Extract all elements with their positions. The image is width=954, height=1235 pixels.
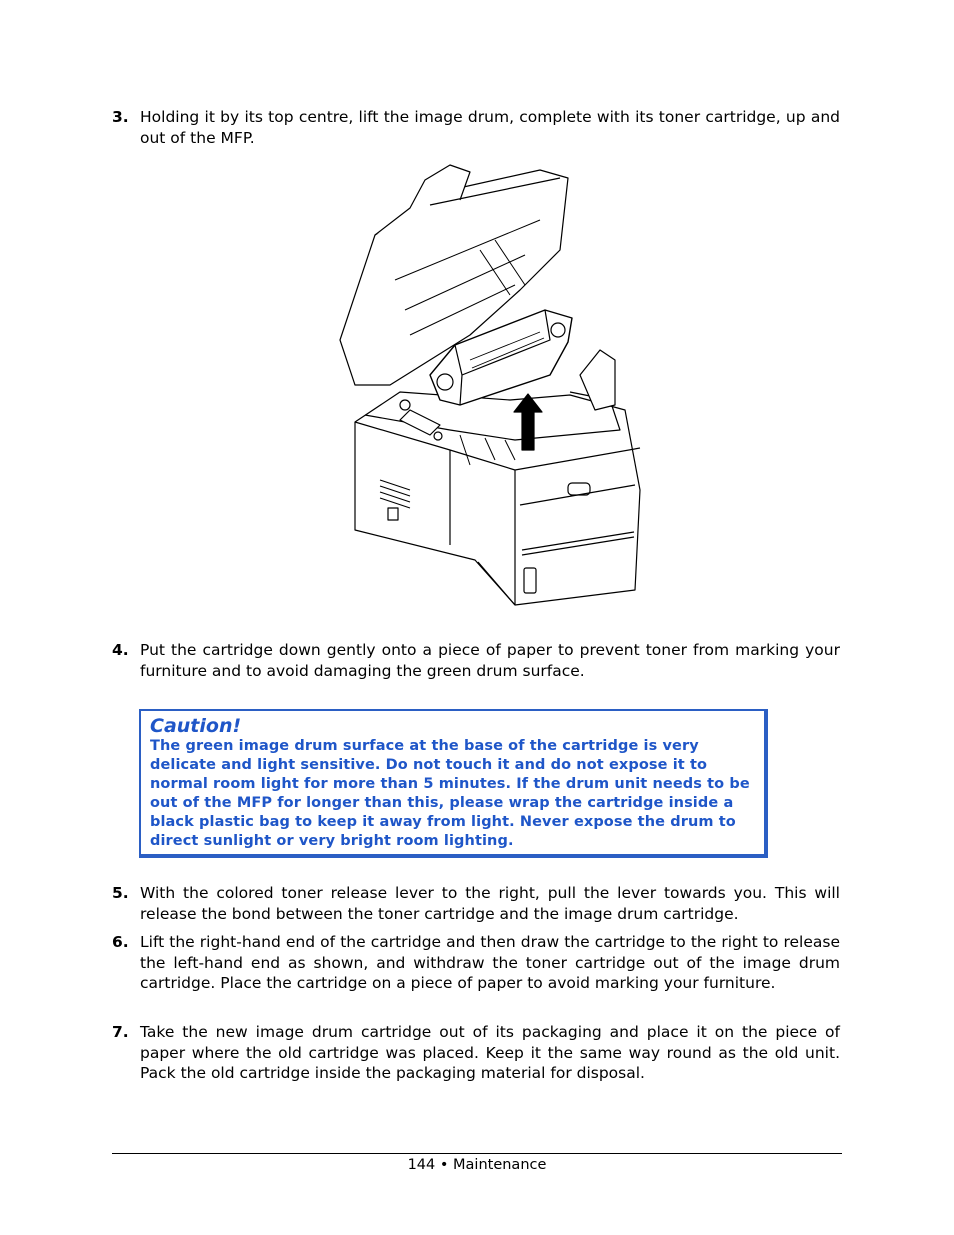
step-number: 3. xyxy=(112,108,129,126)
step-4 xyxy=(112,640,840,681)
step-text: Take the new image drum cartridge out of its packaging and place it on the piece of paper where the old cartridge was placed. Keep it the same way round as the old unit. Pack the old cartridge inside the packaging material for disposal. xyxy=(140,1023,840,1082)
caution-title: Caution! xyxy=(150,715,242,737)
step-text: With the colored toner release lever to the right, pull the lever towards you. This will release the bond between the toner cartridge and the image drum cartridge. xyxy=(140,884,840,923)
page-footer: 144 • Maintenance xyxy=(407,1157,547,1173)
step-5 xyxy=(112,883,840,924)
footer-divider xyxy=(112,1153,842,1154)
step-number: 6. xyxy=(112,933,129,951)
caution-body: The green image drum surface at the base of the cartridge is very delicate and light sensitive. Do not touch it and do not expose it to normal room light for more than 5 minutes. If the drum unit needs to be out of the MFP for longer than this, please wrap the cartridge inside a black plastic bag to keep it away from light. Never expose the drum to direct sunlight or very bright room lighting. xyxy=(150,738,750,849)
step-text: Holding it by its top centre, lift the image drum, complete with its toner cartridge, up and out of the MFP. xyxy=(140,108,840,147)
mfp-image-drum-illustration xyxy=(310,160,650,615)
step-number: 7. xyxy=(112,1023,129,1041)
step-text: Put the cartridge down gently onto a piece of paper to prevent toner from marking your furniture and to avoid damaging the green drum surface. xyxy=(140,641,840,680)
step-7 xyxy=(112,1022,840,1084)
step-number: 5. xyxy=(112,884,129,902)
step-6 xyxy=(112,932,840,994)
step-text: Lift the right-hand end of the cartridge and then draw the cartridge to the right to release the left-hand end as shown, and withdraw the toner cartridge out of the image drum cartridge. Place the cartridge on a piece of paper to avoid marking your furniture. xyxy=(140,933,840,992)
step-3 xyxy=(112,107,840,148)
step-number: 4. xyxy=(112,641,129,659)
caution-box xyxy=(139,709,768,858)
